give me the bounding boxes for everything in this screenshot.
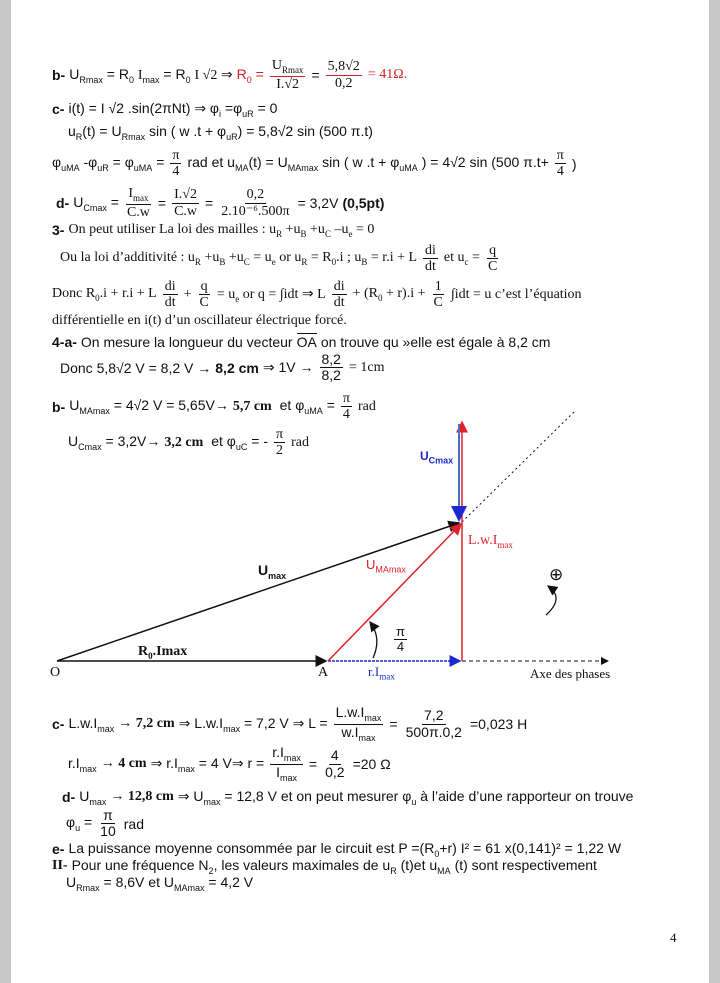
diagonal-guide xyxy=(462,410,576,522)
label: 4-a- xyxy=(52,333,77,350)
t: ∫idt = u c’est l’équation xyxy=(450,286,582,302)
label: c- xyxy=(52,716,65,733)
t: On peut utiliser La loi des mailles : $u_R +u_B +u_C$ $-u_e = 0$ xyxy=(68,222,375,239)
t: Ou la loi d’additivité : $u_R +u_B +u_C = u_e$ or $u_R = R_0.i$ ; $u_B = r.i + L$ xyxy=(60,250,418,268)
t: $r.I_{max}$ xyxy=(68,754,97,774)
fraction: di dt xyxy=(164,279,176,311)
r0-value: = 41Ω. xyxy=(367,67,408,83)
t: $\varphi_u$ = xyxy=(66,814,93,834)
vector-oa: OA xyxy=(296,334,317,350)
label: b- xyxy=(52,67,66,84)
fraction: $\frac{\pi}{4}$ xyxy=(342,391,350,423)
t: 8,2 cm xyxy=(215,359,259,376)
t: + xyxy=(183,286,192,302)
fraction: di dt xyxy=(425,243,436,275)
t: + $(R_0 + r).i$ + xyxy=(352,286,426,304)
t: On mesure la longueur du vecteur xyxy=(80,333,293,350)
eq: = xyxy=(205,195,214,212)
t: → 7,2 cm xyxy=(118,716,175,732)
t: et $\varphi_{uMA}$ = xyxy=(279,397,335,417)
t: i(t) = I √2 .sin(2πNt) ⇒ $\varphi_i =\varphi_{uR} = 0$ xyxy=(68,100,278,119)
t: Donc 5,8√2 V = 8,2 V → xyxy=(60,359,212,376)
r0imax-label: $R_0.Imax$ xyxy=(138,644,188,661)
t: rad et $u_{MA}(t) = U_{MAmax}$ sin ( w $.t + \varphi_{uMA}$ ) = 4√2 sin (500 π.t+ xyxy=(187,154,549,174)
rimax-label: $r.I_{max}$ xyxy=(368,664,395,682)
line-phi-u xyxy=(66,808,144,840)
fraction: $\frac{8,2}{8,2}$ xyxy=(321,351,341,384)
t: $L.w.I_{max}$ xyxy=(68,714,115,734)
t: $U_{Cmax}$ = xyxy=(73,193,119,213)
t: ⇒ $r.I_{max} = 4$ V⇒ r = xyxy=(150,754,265,774)
line-e xyxy=(52,840,621,859)
fraction: $\frac{1}{C}$ xyxy=(433,279,443,311)
line-differentielle: différentielle en i(t) d’un oscillateur électrique forcé. xyxy=(52,313,347,328)
rotation-arrow xyxy=(546,586,556,615)
eq: = xyxy=(308,756,318,773)
positive-direction-icon: ⊕ xyxy=(549,565,564,584)
t: rad xyxy=(357,398,376,414)
label: c- xyxy=(52,101,65,118)
fraction: di dt xyxy=(333,279,345,311)
t: et $\varphi_{uC}$ = - xyxy=(211,433,268,453)
t: ⇒ $U_{max} = 12,8$ V et on peut mesurer $\varphi_u$ à l’aide d’une rapporteur on trouve xyxy=(177,788,634,807)
point-o: O xyxy=(50,665,61,680)
line-urmax-umamax xyxy=(66,874,253,893)
t: = 3,2V xyxy=(297,195,339,212)
t: $u_R(t) = U_{Rmax}$ sin ( w $.t + \varphi_{uR}) = 5,8√2$ sin (500 π.t) xyxy=(68,123,373,142)
label: d- xyxy=(56,195,70,212)
t: → 12,8 cm xyxy=(110,789,174,805)
fraction: $\frac{q}{C}$ xyxy=(199,279,209,311)
axis-label: Axe des phases xyxy=(530,666,611,681)
fraction: $\frac{0,2}{\text{2.10⁻⁶.500π}}$ xyxy=(221,187,290,219)
fraction: $I_{max}$ C.w xyxy=(126,186,150,220)
fraction: $\frac{q}{C}$ xyxy=(487,243,498,275)
fraction: $r.I_{max}$ $I_{max}$ xyxy=(272,744,301,783)
umax-label: $U_{max}$ xyxy=(258,562,287,581)
fraction: $\frac{7,2}{500\pi.0,2}$ xyxy=(405,707,462,740)
eq: = xyxy=(389,716,398,733)
umamax-label: $U_{MAmax}$ xyxy=(366,557,406,575)
r0-label: $R_0$ = xyxy=(236,65,264,85)
t: =20 Ω xyxy=(352,756,391,773)
line-rimax xyxy=(68,745,391,783)
t: ⇒ 1V → xyxy=(262,359,314,376)
ucmax-label: $U_{Cmax}$ xyxy=(420,449,454,466)
fraction: $U_{Rmax}$ I.√2 xyxy=(271,58,304,92)
t: $U_{Cmax} = 3,2V\to$ xyxy=(68,433,161,453)
line-d-umax xyxy=(62,788,633,807)
t: $U_{Rmax} = R_0$ $I_{max} = R_0$ I √2 ⇒ xyxy=(69,65,233,85)
t: La puissance moyenne consommée par le circuit est $P =(R_0+r) I^2 = 61$ x(0,141)² = 1,22 W xyxy=(68,840,622,859)
eq: = xyxy=(311,67,320,84)
t: ) xyxy=(571,155,577,172)
label: e- xyxy=(52,841,65,858)
t: ⇒ $L.w.I_{max} = 7,2$ V ⇒ L = xyxy=(178,714,328,734)
page-number: 4 xyxy=(670,930,677,945)
label: II- xyxy=(52,858,68,874)
fraction: $\frac{\pi}{10}$ xyxy=(100,807,116,840)
t: = 1cm xyxy=(348,359,385,375)
points: (0,5pt) xyxy=(342,195,385,212)
lwimax-label: $L.w.I_{max}$ xyxy=(468,533,513,550)
t: = $u_e$ or q = ∫idt ⇒ L xyxy=(216,286,326,304)
t: → 4 cm xyxy=(100,756,147,772)
label: b- xyxy=(52,398,66,415)
t: et $u_c$ = xyxy=(443,250,480,268)
fraction: $\frac{4}{0,2}$ xyxy=(325,747,345,780)
t: 5,7 cm xyxy=(232,398,272,414)
angle-label: π 4 xyxy=(396,624,405,655)
angle-arrow xyxy=(370,622,377,658)
t: =0,023 H xyxy=(469,716,528,733)
line-ii xyxy=(52,857,597,876)
t: rad xyxy=(123,815,144,832)
t: rad xyxy=(291,434,309,450)
t: $U_{Rmax} = 8,6V$ et $U_{MAmax} = 4,2$ V xyxy=(66,874,254,893)
t: Donc $R_0.i + r.i + L$ xyxy=(52,286,157,304)
t: on trouve qu »elle est égale à 8,2 cm xyxy=(320,333,551,350)
point-a: A xyxy=(318,665,329,680)
fraction: $\frac{\pi}{4}$ xyxy=(556,148,564,180)
eq: = xyxy=(157,195,167,212)
label: d- xyxy=(62,789,76,806)
t: $U_{max}$ xyxy=(79,788,107,807)
fraction: $\frac{5,8√2}{0,2}$ xyxy=(327,59,360,91)
t: Pour une fréquence $N_2$, les valeurs maximales de $u_R$ (t)et $u_{MA}$ (t) sont respectivement xyxy=(71,857,597,876)
fraction: $\frac{I.√2}{C.w}$ xyxy=(174,187,198,219)
fraction: $\frac{\pi}{4}$ xyxy=(172,148,180,180)
fraction: π 2 xyxy=(275,427,284,459)
t: $U_{MAmax} = 4√2$ V = 5,65V→ xyxy=(69,397,229,417)
label: 3- xyxy=(52,222,65,239)
t: $\varphi_{uMA}$ $-\varphi_{uR} = \varphi_{uMA}$ = xyxy=(52,154,165,174)
t: 3,2 cm xyxy=(164,434,204,450)
line-c-lw xyxy=(52,705,527,743)
fraction: $L.w.I_{max}$ $w.I_{max}$ xyxy=(335,704,382,743)
